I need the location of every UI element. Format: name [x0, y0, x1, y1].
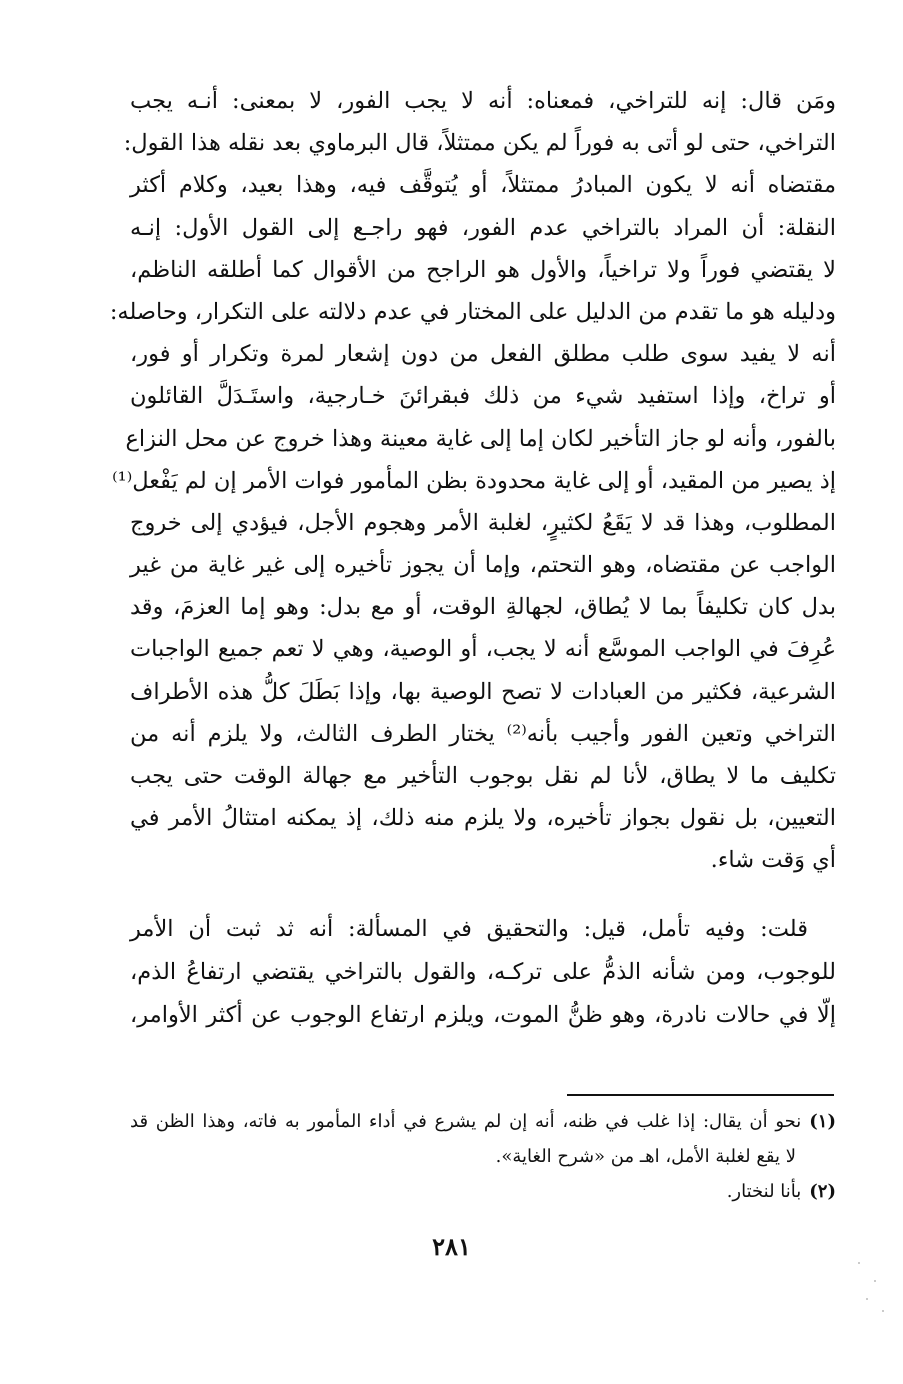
scan-speck [882, 1310, 884, 1312]
text-line: للوجوب، ومن شأنه الذمُّ على تركـه، والقول بالتراخي يقتضي ارتفاعُ الذم، [130, 959, 836, 985]
text-line: ومَن قال: إنه للتراخي، فمعناه: أنه لا يجب الفور، لا بمعنى: أنـه يجب [130, 88, 836, 114]
second-paragraph [130, 908, 836, 1037]
text-line: مقتضاه أنه لا يكون المبادرُ ممتثلاً، أو يُتوقَّف فيه، وهذا بعيد، وكلام أكثر [130, 172, 836, 199]
scan-speck [866, 1298, 868, 1300]
text-line: تكليف ما لا يطاق، لأنا لم نقل بوجوب التأخير مع جهالة الوقت حتى يجب [130, 763, 836, 789]
text-line: أي وَقت شاء. [710, 847, 836, 874]
text-line: لا يقتضي فوراً ولا تراخياً، والأول هو الراجح من الأقوال كما أطلقه الناظم، [130, 256, 836, 283]
text-line: النقلة: أن المراد بالتراخي عدم الفور، فهو راجـع إلى القول الأول: إنـه [130, 214, 836, 241]
text-line: بدل كان تكليفاً بما لا يُطاق، لجهالةِ الوقت، أو مع بدل: وهو إما العزمَ، وقد [130, 594, 836, 621]
text-line: إذ يصير من المقيد، أو إلى غاية محدودة بظن المأمور فوات الأمر إن لم يَفْعل⁽¹⁾ [112, 467, 836, 494]
page-number: ٢٨١ [432, 1232, 471, 1261]
text-line: الواجب عن مقتضاه، وهو التحتم، وإما أن يجوز تأخيره إلى غير غاية من غير [130, 552, 836, 579]
footnote-divider [567, 1094, 834, 1096]
footnote-text: نحو أن يقال: إذا غلب في ظنه، أنه إن لم يشرع في أداء المأمور به فاته، وهذا الظن قد [130, 1111, 802, 1132]
main-paragraph [109, 80, 836, 882]
footnote-text: بأنا لنختار. [726, 1181, 802, 1202]
scan-speck [874, 1280, 876, 1282]
text-line: قلت: وفيه تأمل، قيل: والتحقيق في المسألة: أنه ثد ثبت أن الأمر [130, 916, 808, 942]
footnote-1 [130, 1104, 836, 1139]
text-line: أنه لا يفيد سوى طلب مطلق الفعل من دون إشعار لمرة وتكرار أو فور، [130, 341, 836, 368]
footnotes [130, 1104, 836, 1209]
text-line: ودليله هو ما تقدم من الدليل على المختار في عدم دلالته على التكرار، وحاصله: [109, 298, 836, 325]
footnote-number: (٢) [809, 1181, 836, 1202]
footnote-number: (١) [809, 1111, 836, 1132]
scan-speck [858, 1262, 860, 1264]
text-line: بالفور، وأنه لو جاز التأخير لكان إما إلى غاية معينة وهذا خروج عن محل النزاع [125, 425, 836, 452]
footnote-2 [130, 1174, 836, 1209]
text-line: التراخي وتعين الفور وأجيب بأنه⁽²⁾ يختار الطرف الثالث، ولا يلزم أنه من [130, 720, 836, 747]
text-line: عُرِفَ في الواجب الموسَّع أنه لا يجب، أو الوصية، وهي لا تعم جميع الواجبات [130, 636, 836, 663]
text-line: أو تراخ، وإذا استفيد شيء من ذلك فبقرائنَ خـارجية، واستَـدَلَّ القائلون [130, 383, 836, 410]
text-line: الشرعية، فكثير من العبادات لا تصح الوصية بها، وإذا بَطَلَ كلُّ هذه الأطراف [130, 678, 836, 705]
text-line: إلّا في حالات نادرة، وهو ظنُّ الموت، ويلزم ارتفاع الوجوب عن أكثر الأوامر، [130, 1002, 836, 1028]
text-line: التعيين، بل نقول بجواز تأخيره، ولا يلزم منه ذلك، إذ يمكنه امتثالُ الأمر في [130, 805, 836, 832]
footnote-1-continuation: لا يقع لغلبة الأمل، اهـ من «شرح الغاية». [495, 1146, 796, 1167]
text-line: التراخي، حتى لو أتى به فوراً لم يكن ممتثلاً، قال البرماوي بعد نقله هذا القول: [123, 130, 836, 157]
text-line: المطلوب، وهذا قد لا يَقَعُ لكثيرٍ، لغلبة الأمر وهجوم الأجل، فيؤدي إلى خروج [130, 509, 836, 536]
